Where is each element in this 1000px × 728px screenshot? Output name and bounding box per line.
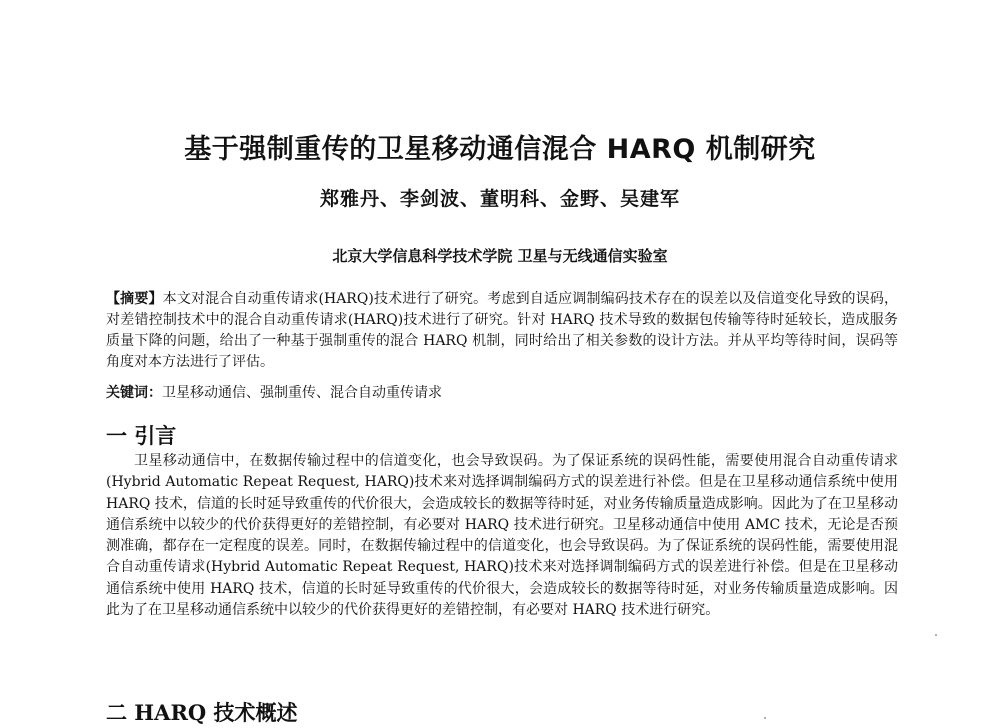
scan-speck bbox=[935, 634, 937, 636]
abstract bbox=[106, 289, 898, 373]
scan-speck bbox=[764, 717, 766, 719]
section-1-heading: 一 引言 bbox=[106, 424, 177, 448]
keywords-label: 关键词： bbox=[106, 385, 162, 401]
keywords-text: 卫星移动通信、强制重传、混合自动重传请求 bbox=[162, 385, 442, 401]
section-1-body: 卫星移动通信中，在数据传输过程中的信道变化，也会导致误码。为了保证系统的误码性能，需要使用混合自动重传请求(Hybrid Automatic Repeat Request, HARQ)技术来对选择调制编码方式的误差进行补偿。但是在卫星移动通信系统中使用 HARQ 技术，信道的长时延导致重传的代价很大，会造成较长的数据等待时延，对业务传输质量造成影响。因此为了在卫星移动通信系统中以较少的代价获得更好的差错控制，有必要对 HARQ 技术进行研究。卫星移动通信中使用 AMC 技术，无论是否预测准确，都存在一定程度的误差。同时，在数据传输过程中的信道变化，也会导致误码。为了保证系统的误码性能，需要使用混合自动重传请求(Hybrid Automatic Repeat Request, HARQ)技术来对选择调制编码方式的误差进行补偿。但是在卫星移动通信系统中使用 HARQ 技术，信道的长时延导致重传的代价很大，会造成较长的数据等待时延，对业务传输质量造成影响。因此为了在卫星移动通信系统中以较少的代价获得更好的差错控制，有必要对 HARQ 技术进行研究。 bbox=[106, 453, 898, 619]
abstract-label: 【摘要】 bbox=[106, 291, 163, 307]
keywords bbox=[106, 383, 898, 404]
abstract-text: 本文对混合自动重传请求(HARQ)技术进行了研究。考虑到自适应调制编码技术存在的误差以及信道变化导致的误码，对差错控制技术中的混合自动重传请求(HARQ)技术进行了研究。针对 HARQ 技术导致的数据包传输等待时延较长，造成服务质量下降的问题，给出了一种基于强制重传的混合 HARQ 机制，同时给出了相关参数的设计方法。并从平均等待时间，误码等角度对本方法进行了评估。 bbox=[106, 291, 898, 370]
paper-title: 基于强制重传的卫星移动通信混合 HARQ 机制研究 bbox=[184, 134, 816, 165]
affiliation: 北京大学信息科学技术学院 卫星与无线通信实验室 bbox=[332, 247, 668, 265]
section-2-heading: 二 HARQ 技术概述 bbox=[106, 700, 298, 725]
author-list: 郑雅丹、李剑波、董明科、金野、吴建军 bbox=[319, 188, 680, 210]
